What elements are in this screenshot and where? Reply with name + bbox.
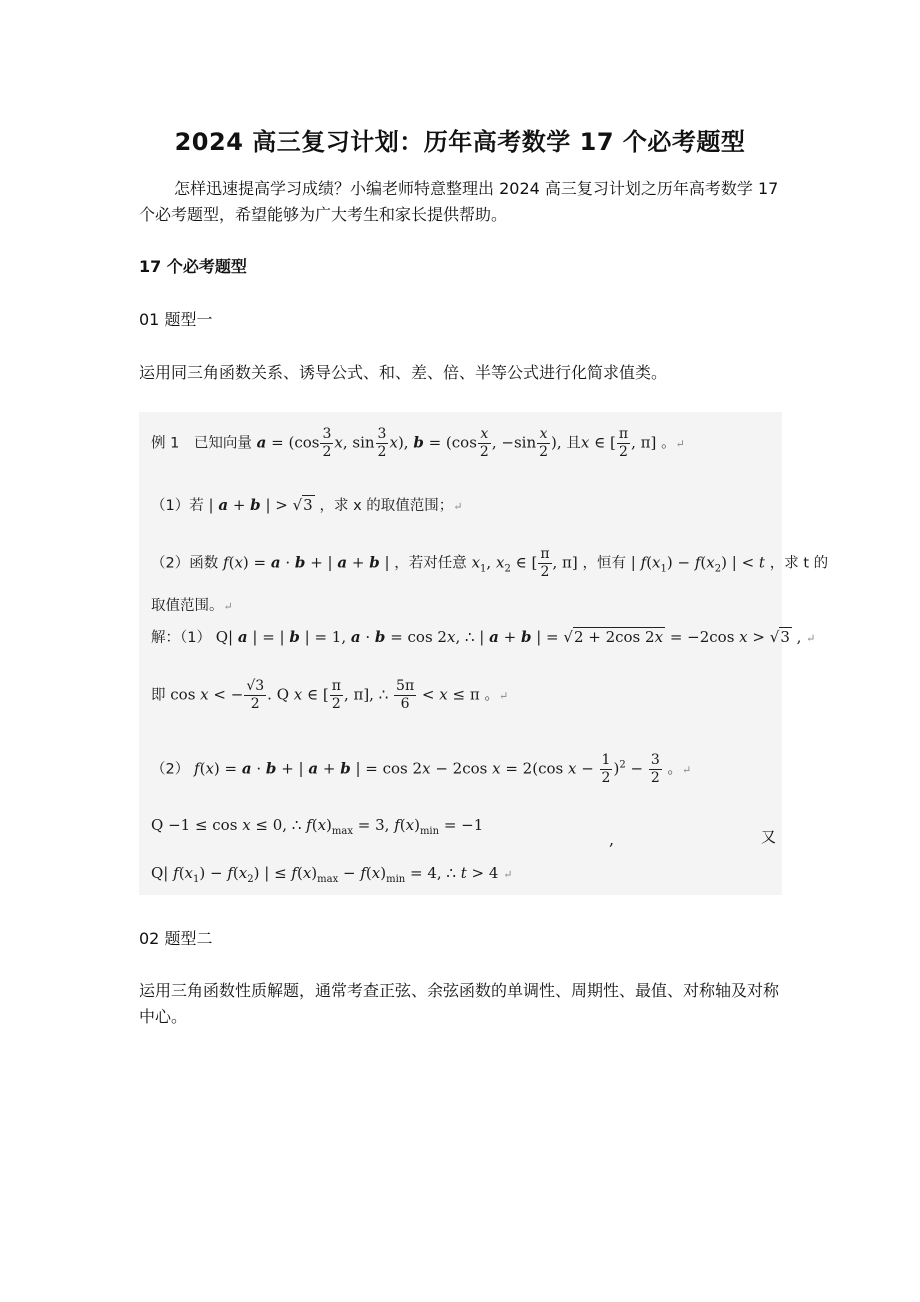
type-2-description: 运用三角函数性质解题，通常考查正弦、余弦函数的单调性、周期性、最值、对称轴及对称中心。 — [139, 981, 780, 1026]
type-2-title: 02 题型二 — [139, 929, 213, 948]
example-1-figure — [139, 412, 829, 895]
question-2-line: （2）函数 f(x) = a · b + | a + b | ，若对任意 $x_1$, $x_2$ ∈ [ $\frac{\pi}{2}$ , π] ，恒有 | $f(x_1) - f(x_2)$ | < t ，求 t 的 — [151, 546, 829, 580]
section-heading: 17 个必考题型 — [139, 257, 247, 276]
type-1-description: 运用同三角函数关系、诱导公式、和、差、倍、半等公式进行化简求值类。 — [139, 363, 668, 382]
comma-mark: , — [609, 830, 615, 849]
solution-2-conclusion: Q| $f(x_1) - f(x_2)$ | ≤ $f(x)_{max} - f(x)_{min} = 4$, ∴ t > 4 ↵ — [151, 864, 513, 885]
example-given-line: 例 1 已知向量 a = (cos $\frac{3}{2}$ x, sin $\frac{3}{2}$ x), b = (cos $\frac{x}{2}$ , −sin $\frac{x}{2}$ ), 且x ∈ [ $\frac{\pi}{2}$ , π] 。↵ — [151, 426, 685, 460]
solution-2-line: （2） f(x) = a · b + | a + b | = cos 2x − 2cos x = 2(cos x − $\frac{1}{2}$ )$^2$ − $\frac{3}{2}$ 。↵ — [151, 752, 692, 786]
you-label: 又 — [761, 828, 777, 846]
document-title: 2024 高三复习计划：历年高考数学 17 个必考题型 — [174, 128, 746, 156]
solution-1-result: 即 cos x < − $\frac{√3}{2}$ . Q x ∈ [ $\frac{\pi}{2}$ , π], ∴ $\frac{5\pi}{6}$ < x ≤ π 。↵ — [151, 678, 509, 712]
intro-paragraph: 怎样迅速提高学习成绩？小编老师特意整理出 2024 高三复习计划之历年高考数学 17 个必考题型，希望能够为广大考生和家长提供帮助。 — [139, 179, 779, 224]
question-1-line: （1）若 | a + b | > √3 ，求 x 的取值范围；↵ — [151, 496, 463, 514]
solution-2-range: Q −1 ≤ cos x ≤ 0, ∴ $f(x)_{max} = 3$, $f(x)_{min} = -1$ — [151, 816, 484, 837]
type-1-title: 01 题型一 — [139, 310, 213, 329]
solution-1-line: 解：（1） Q| a | = | b | = 1, a · b = cos 2x, ∴ | a + b | = √2 + 2cos 2x = −2cos x > √3 , ↵ — [151, 628, 816, 646]
question-2-continued: 取值范围。↵ — [151, 598, 233, 614]
example-label: 例 1 已知向量 — [151, 435, 252, 452]
